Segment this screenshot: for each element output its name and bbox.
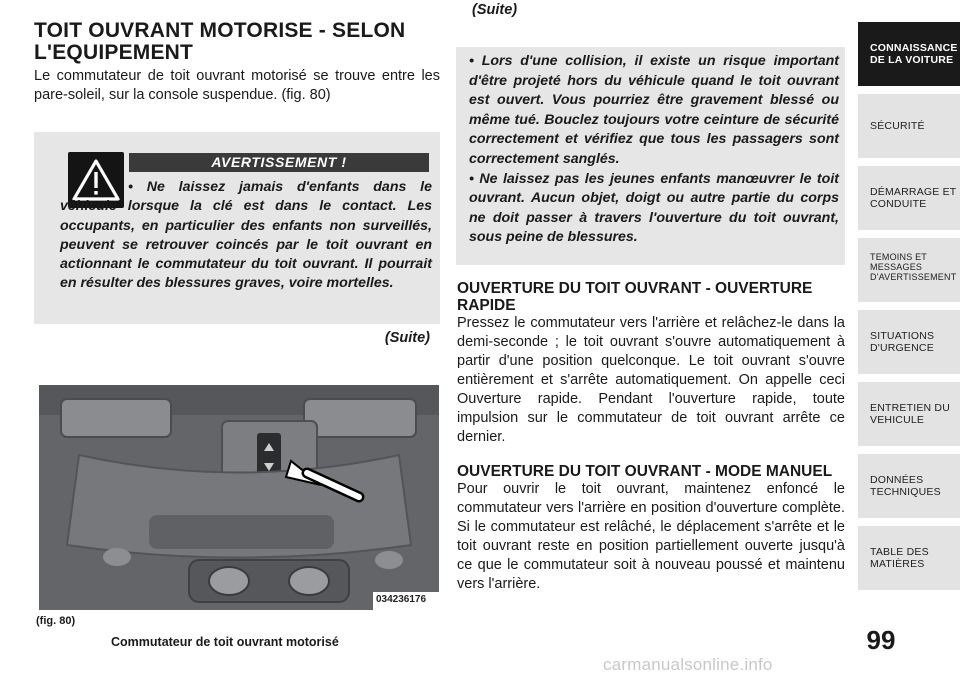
section-heading: OUVERTURE DU TOIT OUVRANT - OUVERTURE RAPIDE xyxy=(457,280,813,314)
tab-temoins[interactable]: TEMOINS ET MESSAGES D'AVERTISSEMENT xyxy=(858,238,960,302)
tab-securite[interactable]: SÉCURITÉ xyxy=(858,94,960,158)
tab-table-matieres[interactable]: TABLE DES MATIÈRES xyxy=(858,526,960,590)
tab-donnees[interactable]: DONNÉES TECHNIQUES xyxy=(858,454,960,518)
warning-bullet: • Lors d'une collision, il existe un risque important d'être projeté hors du véhicule quand le toit ouvrant est ouvert. Vous pourriez être gravement blessé ou même tué. Bouclez toujours votre ceinture de sécurité correctement et vérifiez que tous les passagers sont correctement sanglés. xyxy=(469,53,839,167)
section-paragraph: Pour ouvrir le toit ouvrant, maintenez enfoncé le commutateur vers l'arrière en position d'ouverture complète. Si le commutateur est relâché, le déplacement s'arrête et le toit ouvrant reste en position partiellement ouverte jusqu'à ce que le commutateur soit à nouveau poussé et maintenu vers l'arrière. xyxy=(457,481,845,592)
overhead-console-photo xyxy=(39,385,439,610)
section-rapid-open xyxy=(457,280,845,447)
left-column xyxy=(34,20,440,105)
warning-continued-text xyxy=(469,52,839,248)
figure-caption: Commutateur de toit ouvrant motorisé xyxy=(111,635,339,649)
watermark: carmanualsonline.info xyxy=(603,655,773,674)
chapter-tabs xyxy=(858,22,960,628)
section-paragraph: Pressez le commutateur vers l'arrière et relâchez-le dans la demi-seconde ; le toit ouvrant s'ouvre automatiquement à partir d'une position quelconque. Le toit ouvrant s'ouvre entièrement et s'arrête automatiquement. On appelle ceci Ouverture rapide. Pendant l'ouverture rapide, toute impulsion sur le commutateur de toit ouvrant arrête ce dernier. xyxy=(457,315,845,445)
continued-label: (Suite) xyxy=(384,330,430,346)
section-manual-open xyxy=(457,463,845,594)
page-number: 99 xyxy=(866,625,896,655)
figure-code: 034236176 xyxy=(376,594,427,605)
warning-header: AVERTISSEMENT ! xyxy=(129,153,429,172)
tab-demarrage[interactable]: DÉMARRAGE ET CONDUITE xyxy=(858,166,960,230)
intro-paragraph: Le commutateur de toit ouvrant motorisé se trouve entre les pare-soleil, sur la console suspendue. (fig. 80) xyxy=(34,68,440,103)
tab-connaissance[interactable]: CONNAISSANCE DE LA VOITURE xyxy=(858,22,960,86)
figure-label: (fig. 80) xyxy=(36,615,76,627)
continued-label-top: (Suite) xyxy=(472,2,518,18)
section-title: TOIT OUVRANT MOTORISE - SELON L'EQUIPEMENT xyxy=(34,19,406,64)
section-heading: OUVERTURE DU TOIT OUVRANT - MODE MANUEL xyxy=(457,463,833,480)
warning-text: • Ne laissez jamais d'enfants dans le véhicule lorsque la clé est dans le contact. Les occupants, en particulier des enfants non surveillés, peuvent se retrouver coincés par le toit ouvrant en actionnant le commutateur du toit ouvrant. Il pourrait en résulter des blessures graves, voire mortelles. xyxy=(60,179,432,292)
tab-urgence[interactable]: SITUATIONS D'URGENCE xyxy=(858,310,960,374)
warning-bullet: • Ne laissez pas les jeunes enfants manœuvrer le toit ouvrant. Aucun objet, doigt ou autre partie du corps ne doit passer à travers l'ouverture du toit ouvrant, sous peine de blessures. xyxy=(469,170,839,246)
tab-entretien[interactable]: ENTRETIEN DU VEHICULE xyxy=(858,382,960,446)
